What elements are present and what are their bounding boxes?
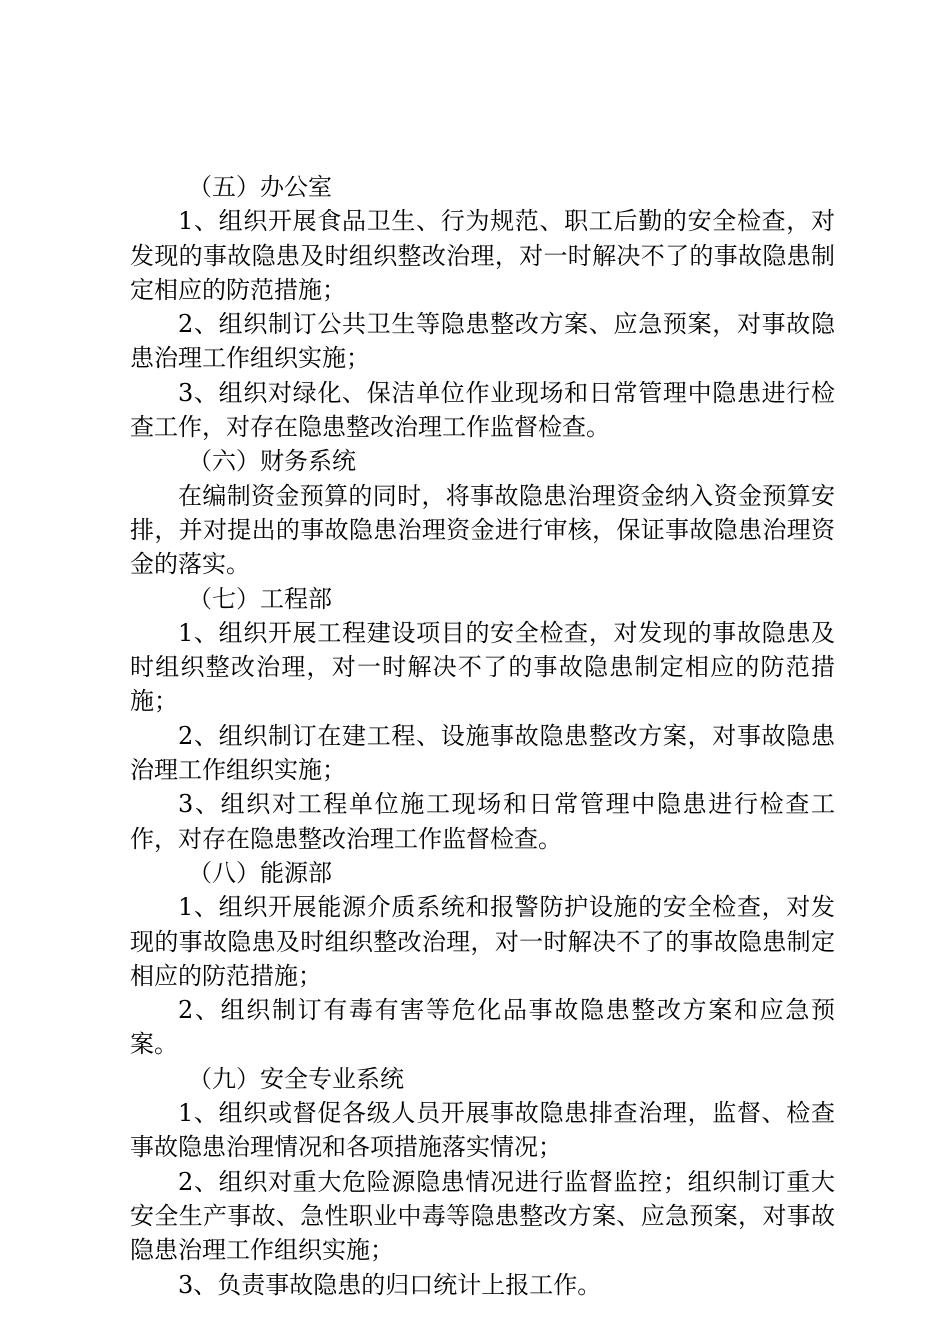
document-page xyxy=(130,170,835,1302)
section-heading: （八）能源部 xyxy=(188,858,332,887)
section-item: 3、组织对工程单位施工现场和日常管理中隐患进行检查工作，对存在隐患整改治理工作监督检查。 xyxy=(130,790,835,853)
section-item: 2、组织制订有毒有害等危化品事故隐患整改方案和应急预案。 xyxy=(130,996,835,1059)
section-heading: （六）财务系统 xyxy=(188,447,356,476)
section-item: 2、组织制订公共卫生等隐患整改方案、应急预案，对事故隐患治理工作组织实施； xyxy=(130,310,835,373)
section-heading: （五）办公室 xyxy=(188,173,332,201)
section-item: 1、组织或督促各级人员开展事故隐患排查治理，监督、检查事故隐患治理情况和各项措施落实情况； xyxy=(130,1099,835,1162)
section-item: 在编制资金预算的同时，将事故隐患治理资金纳入资金预算安排，并对提出的事故隐患治理资金进行审核，保证事故隐患治理资金的落实。 xyxy=(130,481,835,579)
section-item: 1、组织开展工程建设项目的安全检查，对发现的事故隐患及时组织整改治理，对一时解决不了的事故隐患制定相应的防范措施； xyxy=(130,618,835,716)
section-heading: （九）安全专业系统 xyxy=(188,1064,404,1093)
section-item: 3、负责事故隐患的归口统计上报工作。 xyxy=(178,1270,602,1299)
section-item: 1、组织开展食品卫生、行为规范、职工后勤的安全检查，对发现的事故隐患及时组织整改治理，对一时解决不了的事故隐患制定相应的防范措施； xyxy=(130,207,835,304)
section-item: 1、组织开展能源介质系统和报警防护设施的安全检查，对发现的事故隐患及时组织整改治理，对一时解决不了的事故隐患制定相应的防范措施； xyxy=(130,893,835,990)
section-item: 2、组织制订在建工程、设施事故隐患整改方案，对事故隐患治理工作组织实施； xyxy=(130,721,835,785)
section-heading: （七）工程部 xyxy=(188,584,332,613)
section-item: 2、组织对重大危险源隐患情况进行监督监控；组织制订重大安全生产事故、急性职业中毒等隐患整改方案、应急预案，对事故隐患治理工作组织实施； xyxy=(130,1167,835,1265)
section-item: 3、组织对绿化、保洁单位作业现场和日常管理中隐患进行检查工作，对存在隐患整改治理工作监督检查。 xyxy=(130,378,835,442)
